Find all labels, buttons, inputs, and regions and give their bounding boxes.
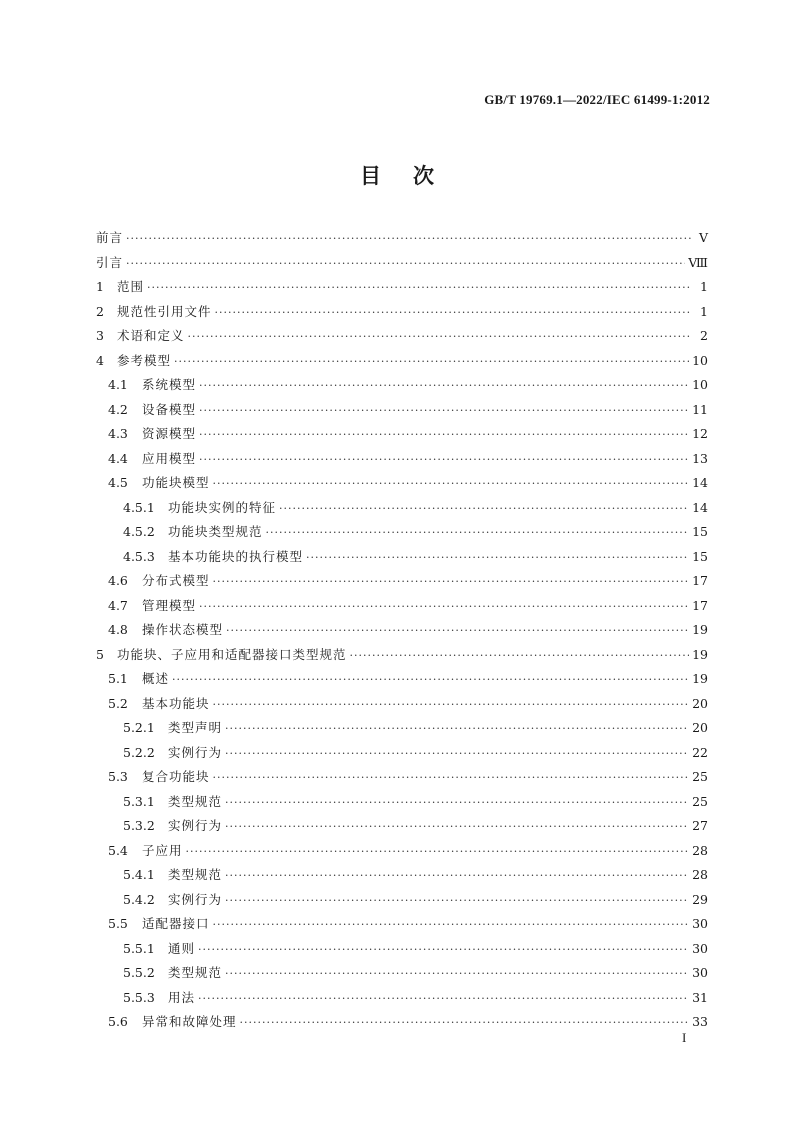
toc-entry[interactable] [96, 618, 708, 643]
toc-entry-number: 4 [96, 352, 104, 368]
toc-entry-page: 14 [692, 499, 708, 515]
toc-entry[interactable] [96, 594, 708, 619]
toc-entry-page: Ⅴ [698, 230, 708, 245]
toc-entry[interactable] [96, 373, 708, 398]
toc-entry-page: 19 [692, 622, 708, 637]
standard-code: GB/T 19769.1—2022/IEC 61499-1:2012 [484, 92, 710, 107]
toc-entry-number: 5.2.1 [123, 720, 155, 735]
toc-entry-page: 25 [692, 769, 708, 784]
toc-entry[interactable] [96, 251, 708, 276]
toc-dot-leader [350, 644, 690, 669]
toc-entry-label: 分布式模型 [142, 573, 210, 588]
toc-entry-label: 功能块模型 [142, 475, 210, 490]
toc-entry-number: 4.8 [108, 622, 128, 637]
toc-entry-page: 10 [692, 377, 708, 392]
toc-entry-number: 5.5 [108, 916, 128, 931]
toc-entry-page: 31 [692, 989, 708, 1005]
toc-entry-page: 13 [692, 450, 708, 466]
toc-dot-leader [199, 399, 689, 424]
toc-entry-label: 实例行为 [168, 891, 223, 907]
toc-entry[interactable] [96, 986, 708, 1011]
table-of-contents [96, 226, 708, 1035]
toc-entry-label: 类型规范 [168, 965, 223, 980]
toc-entry[interactable] [96, 643, 708, 668]
toc-dot-leader [225, 742, 689, 767]
page-title: 目次 [360, 163, 466, 188]
toc-dot-leader [172, 668, 689, 693]
toc-entry-number: 5.2 [108, 695, 128, 711]
toc-entry-number: 5.3.2 [123, 818, 155, 833]
toc-entry-page: 29 [692, 891, 708, 907]
toc-entry[interactable] [96, 961, 708, 986]
toc-entry-label: 实例行为 [168, 744, 223, 760]
toc-entry-number: 5 [96, 646, 104, 662]
toc-entry-page: 28 [692, 867, 708, 882]
toc-entry-page: 10 [692, 352, 708, 368]
toc-entry-page: 2 [700, 328, 708, 343]
toc-entry-label: 类型声明 [168, 720, 223, 735]
toc-entry-page: 20 [692, 720, 708, 735]
toc-entry-page: 1 [700, 303, 708, 319]
toc-dot-leader [213, 570, 690, 595]
toc-entry-page: 17 [692, 597, 708, 613]
toc-entry-number: 4.4 [108, 450, 128, 466]
toc-entry-page: 33 [692, 1014, 708, 1029]
toc-entry-page: 30 [692, 940, 708, 956]
toc-dot-leader [188, 325, 691, 350]
toc-entry-label: 功能块类型规范 [168, 524, 263, 539]
toc-entry-page: 15 [692, 524, 708, 539]
toc-dot-leader [225, 815, 689, 840]
toc-entry-label: 参考模型 [117, 352, 172, 368]
toc-entry-page: 20 [692, 695, 708, 711]
toc-dot-leader [198, 938, 689, 963]
toc-entry-number: 5.4.2 [123, 891, 155, 907]
toc-entry[interactable] [96, 398, 708, 423]
toc-entry-label: 引言 [96, 254, 124, 270]
toc-entry[interactable] [96, 765, 708, 790]
toc-entry[interactable] [96, 741, 708, 766]
toc-dot-leader [213, 913, 690, 938]
toc-entry[interactable] [96, 888, 708, 913]
toc-entry[interactable] [96, 545, 708, 570]
toc-entry[interactable] [96, 716, 708, 741]
toc-dot-leader [213, 472, 690, 497]
toc-entry[interactable] [96, 496, 708, 521]
toc-dot-leader [174, 350, 689, 375]
toc-dot-leader [147, 276, 691, 301]
toc-entry-number: 5.5.1 [123, 940, 155, 956]
toc-entry-label: 系统模型 [142, 377, 197, 392]
toc-entry-number: 5.3 [108, 769, 128, 784]
toc-entry[interactable] [96, 937, 708, 962]
toc-entry-label: 基本功能块的执行模型 [168, 548, 304, 564]
toc-dot-leader [215, 301, 691, 326]
toc-entry[interactable] [96, 300, 708, 325]
toc-entry-number: 4.7 [108, 597, 128, 613]
toc-entry-label: 功能块、子应用和适配器接口类型规范 [117, 646, 347, 662]
toc-entry-label: 规范性引用文件 [117, 303, 212, 319]
toc-dot-leader [186, 840, 690, 865]
toc-dot-leader [198, 987, 689, 1012]
toc-entry[interactable] [96, 790, 708, 815]
toc-entry-page: 27 [692, 818, 708, 833]
toc-entry[interactable] [96, 471, 708, 496]
toc-entry-number: 5.5.3 [123, 989, 155, 1005]
toc-entry-number: 4.5.2 [123, 524, 155, 539]
toc-dot-leader [225, 962, 689, 987]
toc-entry[interactable] [96, 839, 708, 864]
toc-entry-label: 术语和定义 [117, 328, 185, 343]
toc-entry-label: 实例行为 [168, 818, 223, 833]
toc-entry-number: 5.6 [108, 1014, 128, 1029]
toc-entry[interactable] [96, 863, 708, 888]
toc-entry-number: 1 [96, 279, 104, 294]
toc-entry[interactable] [96, 349, 708, 374]
toc-dot-leader [126, 227, 691, 252]
toc-entry-number: 5.3.1 [123, 793, 155, 809]
toc-entry-page: Ⅷ [688, 254, 708, 270]
toc-entry[interactable] [96, 569, 708, 594]
toc-entry[interactable] [96, 226, 708, 251]
toc-entry-label: 复合功能块 [142, 769, 210, 784]
toc-entry-label: 资源模型 [142, 426, 197, 441]
toc-entry-number: 5.5.2 [123, 965, 155, 980]
toc-entry-label: 类型规范 [168, 867, 223, 882]
toc-entry-number: 4.5 [108, 475, 128, 490]
toc-dot-leader [199, 423, 689, 448]
toc-dot-leader [225, 889, 689, 914]
toc-entry-number: 5.4.1 [123, 867, 155, 882]
toc-entry-label: 用法 [168, 989, 196, 1005]
toc-entry[interactable] [96, 1010, 708, 1035]
toc-entry-page: 19 [692, 646, 708, 662]
toc-entry-page: 19 [692, 671, 708, 686]
toc-entry-number: 4.1 [108, 377, 128, 392]
toc-entry-page: 22 [692, 744, 708, 760]
toc-entry-label: 管理模型 [142, 597, 197, 613]
toc-entry-number: 2 [96, 303, 104, 319]
toc-entry-page: 30 [692, 965, 708, 980]
toc-dot-leader [240, 1011, 690, 1036]
toc-entry-label: 概述 [142, 671, 170, 686]
toc-entry-number: 5.4 [108, 842, 128, 858]
toc-entry-label: 功能块实例的特征 [168, 499, 277, 515]
toc-entry-label: 范围 [117, 279, 145, 294]
toc-dot-leader [199, 448, 689, 473]
toc-dot-leader [213, 693, 690, 718]
toc-dot-leader [225, 717, 689, 742]
toc-dot-leader [266, 521, 690, 546]
toc-entry-page: 25 [692, 793, 708, 809]
toc-entry-page: 28 [692, 842, 708, 858]
toc-entry-page: 12 [692, 426, 708, 441]
toc-dot-leader [126, 252, 685, 277]
toc-entry-number: 5.2.2 [123, 744, 155, 760]
toc-dot-leader [225, 791, 689, 816]
toc-entry-number: 5.1 [108, 671, 128, 686]
toc-dot-leader [213, 766, 690, 791]
toc-entry-page: 30 [692, 916, 708, 931]
toc-entry-page: 1 [700, 279, 708, 294]
toc-entry-page: 14 [692, 475, 708, 490]
toc-entry-page: 17 [692, 573, 708, 588]
toc-entry-label: 基本功能块 [142, 695, 210, 711]
toc-entry-number: 4.5.1 [123, 499, 155, 515]
toc-entry[interactable] [96, 692, 708, 717]
toc-entry[interactable] [96, 814, 708, 839]
toc-entry-number: 4.2 [108, 401, 128, 417]
toc-entry-number: 4.5.3 [123, 548, 155, 564]
toc-entry-label: 子应用 [142, 842, 183, 858]
toc-dot-leader [279, 497, 689, 522]
toc-entry-label: 应用模型 [142, 450, 197, 466]
toc-entry[interactable] [96, 912, 708, 937]
toc-entry-number: 4.3 [108, 426, 128, 441]
toc-dot-leader [199, 374, 689, 399]
toc-dot-leader [226, 619, 689, 644]
toc-entry-label: 前言 [96, 230, 124, 245]
toc-entry-label: 操作状态模型 [142, 622, 224, 637]
toc-entry-label: 类型规范 [168, 793, 223, 809]
toc-entry[interactable] [96, 275, 708, 300]
footer-page-number: I [682, 1030, 687, 1045]
toc-entry[interactable] [96, 422, 708, 447]
toc-dot-leader [306, 546, 689, 571]
toc-entry[interactable] [96, 324, 708, 349]
toc-entry-page: 11 [692, 401, 708, 417]
toc-entry-number: 3 [96, 328, 104, 343]
toc-entry[interactable] [96, 447, 708, 472]
toc-entry[interactable] [96, 520, 708, 545]
toc-dot-leader [199, 595, 689, 620]
toc-entry-page: 15 [692, 548, 708, 564]
toc-entry-number: 4.6 [108, 573, 128, 588]
toc-dot-leader [225, 864, 689, 889]
toc-entry-label: 通则 [168, 940, 196, 956]
toc-entry[interactable] [96, 667, 708, 692]
toc-entry-label: 设备模型 [142, 401, 197, 417]
toc-entry-label: 异常和故障处理 [142, 1014, 237, 1029]
toc-entry-label: 适配器接口 [142, 916, 210, 931]
